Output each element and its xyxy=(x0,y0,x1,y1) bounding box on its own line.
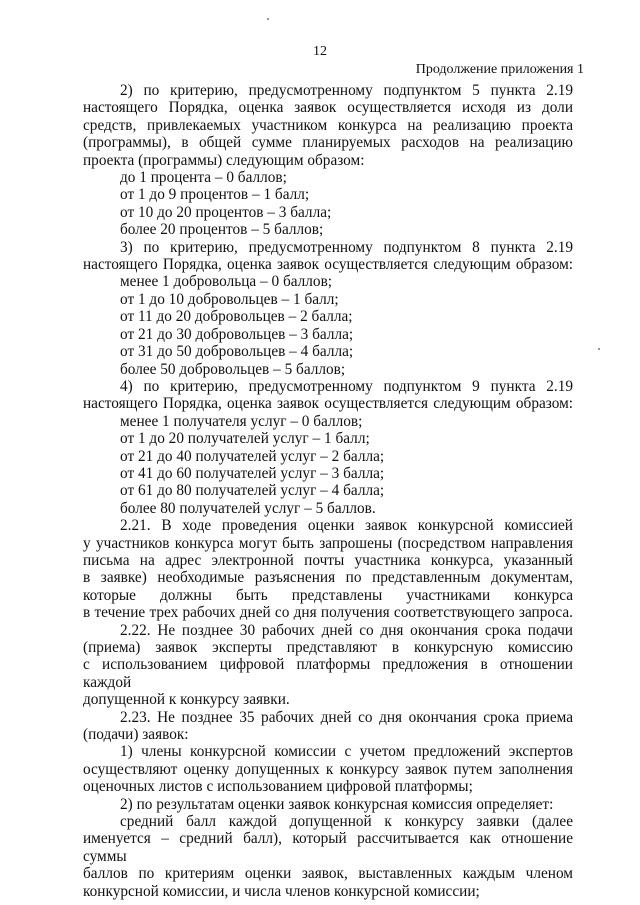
text-line: в течение трех рабочих дней со дня получения соответствующего запроса. xyxy=(83,604,573,622)
text-line: допущенной к конкурсу заявки. xyxy=(83,691,290,709)
text-line: средний балл каждой допущенной к конкурсу заявки (далее xyxy=(120,813,573,831)
text-line: 2.22. Не позднее 30 рабочих дней со дня окончания срока подачи xyxy=(120,621,573,639)
text-line: (программы), в общей сумме планируемых расходов на реализацию xyxy=(83,134,573,152)
text-line: письма на адрес электронной почты участника конкурса, указанный xyxy=(83,551,573,569)
text-line: 1) члены конкурсной комиссии с учетом предложений экспертов xyxy=(120,743,573,761)
text-line: (приема) заявок эксперты представляют в конкурсную комиссию xyxy=(83,639,573,656)
text-line: от 11 до 20 добровольцев – 2 балла; xyxy=(120,308,353,326)
appendix-note: Продолжение приложения 1 xyxy=(415,62,584,77)
text-line: с использованием цифровой платформы предложения в отношении каждой xyxy=(83,656,573,691)
text-line: 2) по критерию, предусмотренному подпунктом 5 пункта 2.19 xyxy=(120,82,573,99)
text-line: до 1 процента – 0 баллов; xyxy=(120,169,287,187)
text-line: от 21 до 30 добровольцев – 3 балла; xyxy=(120,325,354,343)
text-line: настоящего Порядка, оценка заявок осуществляется исходя из доли xyxy=(83,99,573,117)
text-line: средств, привлекаемых участником конкурса на реализацию проекта xyxy=(83,116,573,134)
text-line: которые должны быть представлены участниками конкурса xyxy=(83,586,573,604)
document-body xyxy=(83,82,573,900)
text-line: (подачи) заявок: xyxy=(83,726,189,744)
text-line: 4) по критерию, предусмотренному подпунктом 9 пункта 2.19 xyxy=(120,377,573,395)
text-line: от 1 до 10 добровольцев – 1 балл; xyxy=(120,290,339,308)
text-line: от 1 до 20 получателей услуг – 1 балл; xyxy=(120,430,370,448)
scan-speck xyxy=(598,348,600,350)
text-line: от 61 до 80 получателей услуг – 4 балла; xyxy=(120,482,385,500)
text-line: более 50 добровольцев – 5 баллов; xyxy=(120,360,346,378)
text-line: менее 1 получателя услуг – 0 баллов; xyxy=(120,412,363,430)
text-line: проекта (программы) следующим образом: xyxy=(83,151,365,169)
text-line: 2) по результатам оценки заявок конкурсная комиссия определяет: xyxy=(120,795,554,813)
text-line: от 10 до 20 процентов – 3 балла; xyxy=(120,203,332,221)
text-line: настоящего Порядка, оценка заявок осуществляется следующим образом: xyxy=(83,256,573,274)
text-line: настоящего Порядка, оценка заявок осуществляется следующим образом: xyxy=(83,395,573,413)
text-line: оценочных листов с использованием цифровой платформы; xyxy=(83,778,473,796)
text-line: 3) по критерию, предусмотренному подпунктом 8 пункта 2.19 xyxy=(120,238,573,256)
text-line: более 20 процентов – 5 баллов; xyxy=(120,221,324,239)
text-line: от 21 до 40 получателей услуг – 2 балла; xyxy=(120,447,385,465)
text-line: баллов по критериям оценки заявок, выставленных каждым членом xyxy=(83,865,573,883)
text-line: от 31 до 50 добровольцев – 4 балла; xyxy=(120,343,354,361)
scan-speck xyxy=(267,18,269,20)
text-line: более 80 получателей услуг – 5 баллов. xyxy=(120,499,376,517)
text-line: именуется – средний балл), который рассчитывается как отношение суммы xyxy=(83,830,573,865)
text-line: от 41 до 60 получателей услуг – 3 балла; xyxy=(120,464,385,482)
text-line: 2.21. В ходе проведения оценки заявок конкурсной комиссией xyxy=(120,517,573,535)
text-line: 2.23. Не позднее 35 рабочих дней со дня окончания срока приема xyxy=(120,708,573,726)
text-line: от 1 до 9 процентов – 1 балл; xyxy=(120,186,310,204)
text-line: конкурсной комиссии, и числа членов конкурсной комиссии; xyxy=(83,882,480,900)
text-line: в заявке) необходимые разъяснения по представленным документам, xyxy=(83,569,573,587)
page-number: 12 xyxy=(313,44,327,59)
text-line: менее 1 добровольца – 0 баллов; xyxy=(120,273,333,291)
text-line: у участников конкурса могут быть запрошены (посредством направления xyxy=(83,534,573,552)
text-line: осуществляют оценку допущенных к конкурсу заявок путем заполнения xyxy=(83,760,573,778)
